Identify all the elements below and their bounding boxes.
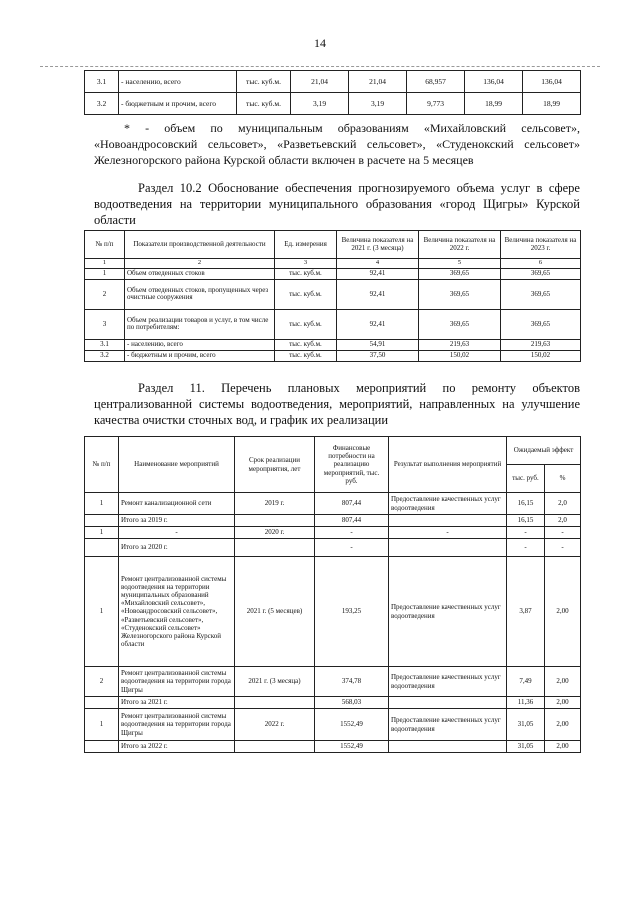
row-unit: тыс. куб.м. xyxy=(237,71,291,93)
row-unit: тыс. куб.м. xyxy=(237,93,291,115)
row-effect-rub: - xyxy=(507,539,545,557)
row-value: 21,04 xyxy=(349,71,407,93)
row-number: 1 xyxy=(85,709,119,741)
section-10-2-heading: Раздел 10.2 Обоснование обеспечения прогнозируемого объема услуг в сфере водоотведения на территории муниципального образования «город Щигры» Курской области xyxy=(94,181,580,227)
row-value: 21,04 xyxy=(291,71,349,93)
row-value: 92,41 xyxy=(337,309,419,339)
row-unit: тыс. куб.м. xyxy=(275,309,337,339)
column-number: 1 xyxy=(85,259,125,269)
row-name: - населению, всего xyxy=(125,339,275,350)
header-2022: Величина показателя на 2022 г. xyxy=(419,231,501,259)
row-result: Предоставление качественных услуг водоотведения xyxy=(389,709,507,741)
row-result xyxy=(389,515,507,527)
row-value: 9,773 xyxy=(407,93,465,115)
row-value: 3,19 xyxy=(291,93,349,115)
section-11-heading: Раздел 11. Перечень плановых мероприятий по ремонту объектов централизованной системы водоотведения, мероприятий, направленных на улучшение качества очистки сточных вод, и график их реализации xyxy=(94,381,580,427)
row-name: Итого за 2022 г. xyxy=(119,741,235,753)
table-row xyxy=(85,527,581,539)
row-value: 136,04 xyxy=(523,71,581,93)
row-finance: - xyxy=(315,539,389,557)
row-value: 68,957 xyxy=(407,71,465,93)
row-result: Предоставление качественных услуг водоотведения xyxy=(389,667,507,697)
table-row xyxy=(85,667,581,697)
header-2023: Величина показателя на 2023 г. xyxy=(501,231,581,259)
table-row xyxy=(85,339,581,350)
row-term: 2019 г. xyxy=(235,493,315,515)
row-value: 219,63 xyxy=(419,339,501,350)
table-row xyxy=(85,309,581,339)
row-name: - населению, всего xyxy=(119,71,237,93)
row-value: 369,65 xyxy=(419,268,501,279)
row-result xyxy=(389,539,507,557)
row-number: 1 xyxy=(85,557,119,667)
row-effect-rub: - xyxy=(507,527,545,539)
table-row xyxy=(85,71,581,93)
row-finance: 1552,49 xyxy=(315,709,389,741)
row-name: Объем реализации товаров и услуг, в том числе по потребителям: xyxy=(125,309,275,339)
column-number: 6 xyxy=(501,259,581,269)
row-name: Ремонт канализационной сети xyxy=(119,493,235,515)
row-effect-pct: 2,00 xyxy=(545,667,581,697)
column-number: 4 xyxy=(337,259,419,269)
row-value: 369,65 xyxy=(501,309,581,339)
row-name: - xyxy=(119,527,235,539)
row-finance: 568,03 xyxy=(315,697,389,709)
header-effect: Ожидаемый эффект xyxy=(507,437,581,465)
header-finance: Финансовые потребности на реализацию мероприятий, тыс. руб. xyxy=(315,437,389,493)
header-term: Срок реализации мероприятия, лет xyxy=(235,437,315,493)
row-value: 54,91 xyxy=(337,339,419,350)
header-unit: Ед. измерения xyxy=(275,231,337,259)
row-term: 2022 г. xyxy=(235,709,315,741)
table-row xyxy=(85,268,581,279)
row-value: 369,65 xyxy=(419,279,501,309)
table-row xyxy=(85,515,581,527)
header-2021: Величина показателя на 2021 г. (3 месяца) xyxy=(337,231,419,259)
table-row xyxy=(85,557,581,667)
header-num: № п/п xyxy=(85,231,125,259)
row-term xyxy=(235,697,315,709)
row-number: 3.2 xyxy=(85,350,125,361)
column-number: 5 xyxy=(419,259,501,269)
row-number xyxy=(85,697,119,709)
header-result: Результат выполнения мероприятий xyxy=(389,437,507,493)
table-row xyxy=(85,93,581,115)
row-effect-pct: 2,0 xyxy=(545,493,581,515)
row-name: Ремонт централизованной системы водоотведения на территории города Щигры xyxy=(119,667,235,697)
row-finance: - xyxy=(315,527,389,539)
row-value: 150,02 xyxy=(419,350,501,361)
footnote: * - объем по муниципальным образованиям «Михайловский сельсовет», «Новоандросовский сельсовет», «Разветьевский сельсовет», «Студенокский сельсовет» Железногорского района Курской области включен в расчете на 5 месяцев xyxy=(94,121,580,167)
row-value: 18,99 xyxy=(465,93,523,115)
table-header-row xyxy=(85,231,581,259)
row-name: Итого за 2021 г. xyxy=(119,697,235,709)
row-value: 92,41 xyxy=(337,268,419,279)
row-term xyxy=(235,539,315,557)
row-effect-rub: 31,05 xyxy=(507,741,545,753)
table-row xyxy=(85,539,581,557)
row-number xyxy=(85,741,119,753)
row-effect-pct: 2,00 xyxy=(545,709,581,741)
row-finance: 807,44 xyxy=(315,515,389,527)
row-finance: 193,25 xyxy=(315,557,389,667)
row-term xyxy=(235,515,315,527)
row-value: 150,02 xyxy=(501,350,581,361)
row-number: 1 xyxy=(85,527,119,539)
row-unit: тыс. куб.м. xyxy=(275,268,337,279)
row-finance: 374,78 xyxy=(315,667,389,697)
header-name: Наименование мероприятий xyxy=(119,437,235,493)
row-effect-pct: 2,00 xyxy=(545,557,581,667)
column-number: 3 xyxy=(275,259,337,269)
row-effect-rub: 3,87 xyxy=(507,557,545,667)
row-unit: тыс. куб.м. xyxy=(275,350,337,361)
column-number: 2 xyxy=(125,259,275,269)
row-effect-pct: - xyxy=(545,527,581,539)
page-number: 14 xyxy=(314,36,326,50)
row-name: Итого за 2020 г. xyxy=(119,539,235,557)
row-name: - бюджетным и прочим, всего xyxy=(119,93,237,115)
row-value: 18,99 xyxy=(523,93,581,115)
row-effect-pct: - xyxy=(545,539,581,557)
row-term: 2021 г. (5 месяцев) xyxy=(235,557,315,667)
row-unit: тыс. куб.м. xyxy=(275,279,337,309)
row-term xyxy=(235,741,315,753)
row-value: 92,41 xyxy=(337,279,419,309)
row-name: Ремонт централизованной системы водоотведения на территории города Щигры xyxy=(119,709,235,741)
top-divider xyxy=(40,66,600,67)
header-num: № п/п xyxy=(85,437,119,493)
row-number: 2 xyxy=(85,667,119,697)
consumption-table-continued xyxy=(84,70,581,115)
row-number: 1 xyxy=(85,268,125,279)
table-row xyxy=(85,279,581,309)
row-effect-pct: 2,00 xyxy=(545,741,581,753)
row-number: 3.1 xyxy=(85,71,119,93)
row-term: 2021 г. (3 месяца) xyxy=(235,667,315,697)
table-header-row xyxy=(85,437,581,465)
row-number: 3.2 xyxy=(85,93,119,115)
header-effect-pct: % xyxy=(545,465,581,493)
row-number xyxy=(85,539,119,557)
row-result: - xyxy=(389,527,507,539)
row-finance: 1552,49 xyxy=(315,741,389,753)
row-effect-rub: 11,36 xyxy=(507,697,545,709)
row-effect-rub: 16,15 xyxy=(507,493,545,515)
row-value: 219,63 xyxy=(501,339,581,350)
table-row xyxy=(85,350,581,361)
row-result xyxy=(389,741,507,753)
header-effect-rub: тыс. руб. xyxy=(507,465,545,493)
row-number: 1 xyxy=(85,493,119,515)
section-10-2-table xyxy=(84,230,581,362)
row-name: - бюджетным и прочим, всего xyxy=(125,350,275,361)
row-number xyxy=(85,515,119,527)
row-finance: 807,44 xyxy=(315,493,389,515)
row-value: 3,19 xyxy=(349,93,407,115)
row-effect-rub: 16,15 xyxy=(507,515,545,527)
row-unit: тыс. куб.м. xyxy=(275,339,337,350)
row-effect-pct: 2,00 xyxy=(545,697,581,709)
row-value: 369,65 xyxy=(501,279,581,309)
row-result: Предоставление качественных услуг водоотведения xyxy=(389,493,507,515)
table-row xyxy=(85,741,581,753)
row-number: 3 xyxy=(85,309,125,339)
row-name: Объем отведенных стоков xyxy=(125,268,275,279)
row-result: Предоставление качественных услуг водоотведения xyxy=(389,557,507,667)
section-11-table xyxy=(84,436,581,753)
row-number: 3.1 xyxy=(85,339,125,350)
row-name: Итого за 2019 г. xyxy=(119,515,235,527)
row-effect-rub: 7,49 xyxy=(507,667,545,697)
row-effect-rub: 31,05 xyxy=(507,709,545,741)
row-value: 369,65 xyxy=(501,268,581,279)
header-name: Показатели производственной деятельности xyxy=(125,231,275,259)
row-name: Объем отведенных стоков, пропущенных через очистные сооружения xyxy=(125,279,275,309)
row-value: 37,50 xyxy=(337,350,419,361)
row-value: 136,04 xyxy=(465,71,523,93)
row-term: 2020 г. xyxy=(235,527,315,539)
row-name: Ремонт централизованной системы водоотведения на территории муниципальных образований «Михайловский сельсовет», «Новоандросовский сельсовет», «Разветьевский сельсовет», «Студенокский сельсовет» Железногорского района Курской области xyxy=(119,557,235,667)
table-row xyxy=(85,493,581,515)
table-row xyxy=(85,697,581,709)
column-number-row xyxy=(85,259,581,269)
row-value: 369,65 xyxy=(419,309,501,339)
table-row xyxy=(85,709,581,741)
row-result xyxy=(389,697,507,709)
row-number: 2 xyxy=(85,279,125,309)
row-effect-pct: 2,0 xyxy=(545,515,581,527)
